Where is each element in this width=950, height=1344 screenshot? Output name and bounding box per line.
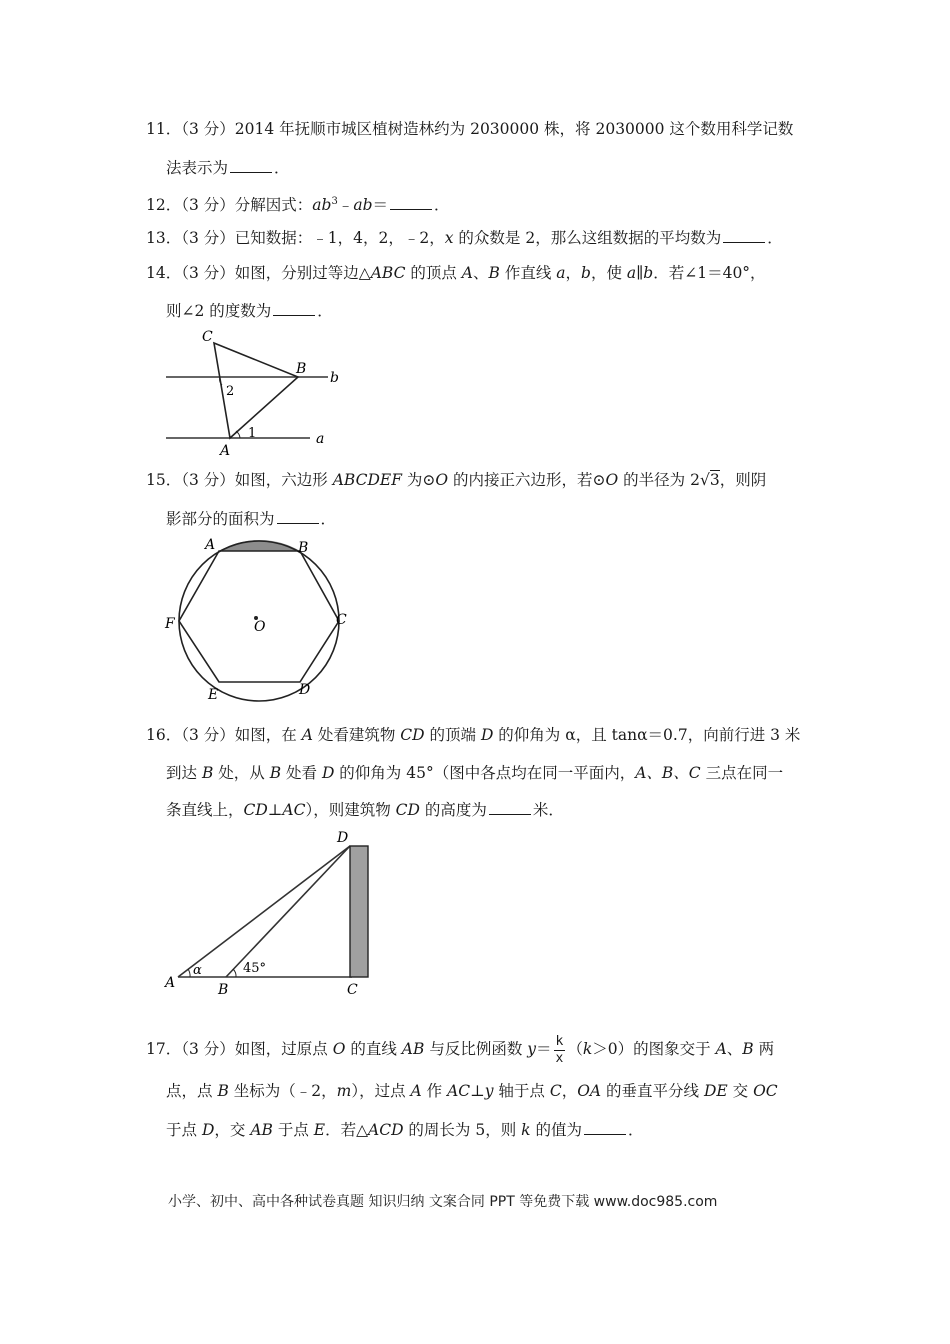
q11-line1 — [146, 119, 793, 139]
math-var: k — [582, 1040, 593, 1058]
sqrt-radicand: 3 — [709, 471, 720, 489]
answer-blank[interactable] — [723, 228, 765, 243]
math-expr: ab — [353, 196, 373, 215]
question-score: （3 分） — [181, 1040, 235, 1058]
fraction-denominator: x — [555, 1050, 564, 1066]
question-text: 法表示为 — [166, 159, 229, 177]
label-D: D — [299, 682, 311, 698]
question-text: ＞0）的图象交于 — [592, 1040, 716, 1058]
math-var: D — [480, 726, 494, 744]
question-text: 为⊙ — [401, 471, 436, 489]
label-C: C — [336, 612, 347, 628]
math-op: ＝ — [536, 1040, 552, 1058]
math-var: B — [269, 764, 282, 782]
question-number: 17． — [146, 1040, 182, 1058]
math-var: A — [410, 1082, 422, 1100]
q14-line1 — [146, 263, 766, 283]
q16-line3 — [166, 800, 564, 820]
question-text: 两 — [753, 1040, 775, 1058]
question-text: 影部分的面积为 — [166, 510, 275, 528]
math-var: b — [581, 264, 591, 282]
answer-blank[interactable] — [273, 301, 315, 316]
question-text: 的半径为 2 — [618, 471, 700, 489]
question-text: 已知数据：﹣1，4，2，﹣2， — [234, 229, 445, 247]
answer-blank[interactable] — [277, 509, 319, 524]
math-var: A、B、C — [635, 764, 701, 782]
question-score: （3 分） — [181, 726, 235, 744]
q17-line1 — [146, 1031, 774, 1067]
question-number: 12． — [146, 196, 182, 215]
math-var: OA — [577, 1082, 602, 1100]
answer-blank[interactable] — [489, 800, 531, 815]
math-var: ACD — [368, 1121, 404, 1139]
label-a: a — [316, 431, 325, 447]
label-O: O — [254, 619, 266, 635]
math-var: O — [435, 471, 449, 489]
question-text: 坐标为（﹣2， — [228, 1082, 337, 1100]
question-number: 13． — [146, 229, 182, 247]
math-var: B — [201, 764, 214, 782]
q16-figure — [160, 826, 380, 1001]
math-var: A — [301, 726, 313, 744]
label-B: B — [218, 982, 229, 998]
math-expr: a∥b — [626, 264, 654, 282]
math-op: ﹣ — [337, 196, 354, 215]
q15-figure — [160, 533, 360, 703]
question-text: 点，点 — [166, 1082, 218, 1100]
question-text: 如图，过原点 — [234, 1040, 333, 1058]
question-text: 分解因式： — [234, 196, 313, 215]
question-text: 的顶点 — [405, 264, 462, 282]
label-B: B — [298, 540, 309, 556]
punctuation: ． — [434, 196, 450, 215]
question-text: ．若△ — [325, 1121, 369, 1139]
label-E: E — [208, 687, 219, 703]
question-text: ，交 — [214, 1121, 251, 1139]
punctuation: ． — [320, 510, 337, 528]
label-A: A — [220, 443, 231, 459]
sqrt-symbol: √ — [699, 471, 710, 489]
angle1-arc — [236, 431, 240, 438]
label-angle2: 2 — [226, 384, 235, 399]
math-expr: ab — [312, 196, 332, 215]
question-text: 米． — [532, 801, 564, 819]
math-var: a — [556, 264, 566, 282]
math-var: A — [461, 264, 473, 282]
math-var: CD — [395, 801, 420, 819]
question-text: ，则阴 — [719, 471, 767, 489]
math-var: ABC — [370, 264, 406, 282]
math-var: B — [488, 264, 500, 282]
sightline-ad — [178, 846, 350, 977]
label-A: A — [165, 975, 176, 991]
label-C: C — [202, 329, 213, 345]
q11-line2 — [166, 158, 290, 178]
q16-line2 — [166, 763, 783, 783]
math-var: C — [549, 1082, 562, 1100]
q13-line1 — [146, 228, 783, 248]
math-op: ＝ — [372, 196, 389, 215]
math-var: B — [742, 1040, 754, 1058]
question-text: 轴于点 — [493, 1082, 550, 1100]
question-score: （3 分） — [181, 196, 235, 215]
question-text: 于点 — [166, 1121, 202, 1139]
math-expr: CD⊥AC — [243, 801, 306, 819]
question-text: 条直线上， — [166, 801, 244, 819]
math-var: y — [527, 1040, 537, 1058]
punctuation: ， — [561, 1082, 578, 1100]
question-text: 的直线 — [345, 1040, 402, 1058]
page-footer: 小学、初中、高中各种试卷真题 知识归纳 文案合同 PPT 等免费下载 www.doc985.com — [168, 1194, 718, 1210]
math-var: B — [217, 1082, 229, 1100]
building-cd — [350, 846, 368, 977]
q15-line1 — [146, 470, 766, 490]
punctuation: ． — [274, 159, 290, 177]
question-text: 的顶端 — [424, 726, 481, 744]
sightline-bd — [226, 846, 350, 977]
punctuation: ． — [767, 229, 783, 247]
question-text: （ — [567, 1040, 583, 1058]
question-text: 的周长为 5，则 — [403, 1121, 522, 1139]
question-score: （3 分） — [181, 229, 235, 247]
label-C: C — [347, 982, 358, 998]
math-var: CD — [400, 726, 425, 744]
math-var: O — [332, 1040, 346, 1058]
question-text: 处看建筑物 — [312, 726, 401, 744]
math-var: O — [605, 471, 619, 489]
question-text: 于点 — [272, 1121, 314, 1139]
question-number: 16． — [146, 726, 182, 744]
label-45deg: 45° — [243, 961, 267, 976]
question-number: 14． — [146, 264, 182, 282]
punctuation: 、 — [473, 264, 489, 282]
math-var: x — [444, 229, 454, 247]
question-text: ，使 — [590, 264, 627, 282]
question-text: 三点在同一 — [700, 764, 784, 782]
math-var: ABCDEF — [332, 471, 402, 489]
question-number: 11． — [146, 120, 182, 138]
label-angle1: 1 — [248, 426, 257, 441]
question-text: 2014 年抚顺市城区植树造林约为 2030000 株，将 2030000 这个数用科学记数 — [234, 120, 794, 138]
question-text: 则∠2 的度数为 — [166, 302, 272, 320]
label-alpha: α — [193, 963, 202, 978]
fraction-numerator: k — [555, 1033, 564, 1049]
punctuation: ， — [565, 264, 582, 282]
label-D: D — [337, 830, 349, 846]
math-exponent: 3 — [331, 196, 338, 207]
punctuation: 、 — [726, 1040, 743, 1058]
question-score: （3 分） — [181, 120, 235, 138]
math-var: m — [336, 1082, 352, 1100]
question-text: ），过点 — [351, 1082, 411, 1100]
question-text: 的内接正六边形，若⊙ — [448, 471, 606, 489]
answer-blank[interactable] — [390, 195, 432, 210]
answer-blank[interactable] — [584, 1120, 626, 1135]
question-text: 如图，分别过等边△ — [234, 264, 371, 282]
question-number: 15． — [146, 471, 182, 489]
q15-line2 — [166, 509, 336, 529]
question-text: 与反比例函数 — [424, 1040, 528, 1058]
hexagon-abcdef — [179, 551, 339, 682]
math-var: AB — [401, 1040, 425, 1058]
question-text: 的值为 — [530, 1121, 582, 1139]
question-text: 的仰角为 45°（图中各点均在同一平面内， — [334, 764, 636, 782]
question-text: 交 — [727, 1082, 754, 1100]
question-text: 处看 — [281, 764, 322, 782]
question-score: （3 分） — [181, 471, 235, 489]
question-text: 的高度为 — [419, 801, 487, 819]
angle45-arc — [233, 969, 236, 977]
punctuation: ． — [628, 1121, 644, 1139]
question-text: 作直线 — [499, 264, 557, 282]
label-B: B — [296, 361, 307, 377]
question-text: 到达 — [166, 764, 202, 782]
alpha-arc — [188, 969, 190, 977]
q17-line2 — [166, 1081, 778, 1101]
math-var: DE — [703, 1082, 728, 1100]
punctuation: ． — [317, 302, 333, 320]
label-F: F — [165, 616, 175, 632]
math-var: D — [201, 1121, 215, 1139]
math-var: k — [521, 1121, 531, 1139]
math-var: AB — [250, 1121, 273, 1139]
answer-blank[interactable] — [230, 158, 272, 173]
math-var: E — [313, 1121, 326, 1139]
question-text: 的垂直平分线 — [601, 1082, 704, 1100]
question-text: 作 — [421, 1082, 448, 1100]
math-var: D — [321, 764, 335, 782]
q16-line1 — [146, 725, 800, 745]
question-text: 的仰角为 α，且 tanα＝0.7，向前行进 3 米 — [493, 726, 801, 744]
label-A: A — [205, 537, 216, 553]
math-var: A — [715, 1040, 727, 1058]
fraction-k-over-x — [554, 1034, 566, 1067]
question-text: 处，从 — [213, 764, 270, 782]
q14-line2 — [166, 301, 333, 321]
question-text: ．若∠1＝40°， — [653, 264, 766, 282]
question-text: ），则建筑物 — [305, 801, 396, 819]
q12-line1 — [146, 192, 450, 215]
math-var: OC — [753, 1082, 778, 1100]
q14-figure — [160, 325, 340, 460]
q17-line3 — [166, 1120, 644, 1140]
math-expr: AC⊥y — [447, 1082, 494, 1100]
label-b: b — [330, 370, 339, 386]
question-text: 如图，在 — [234, 726, 302, 744]
question-text: 如图，六边形 — [234, 471, 333, 489]
question-text: 的众数是 2，那么这组数据的平均数为 — [453, 229, 722, 247]
question-score: （3 分） — [181, 264, 235, 282]
